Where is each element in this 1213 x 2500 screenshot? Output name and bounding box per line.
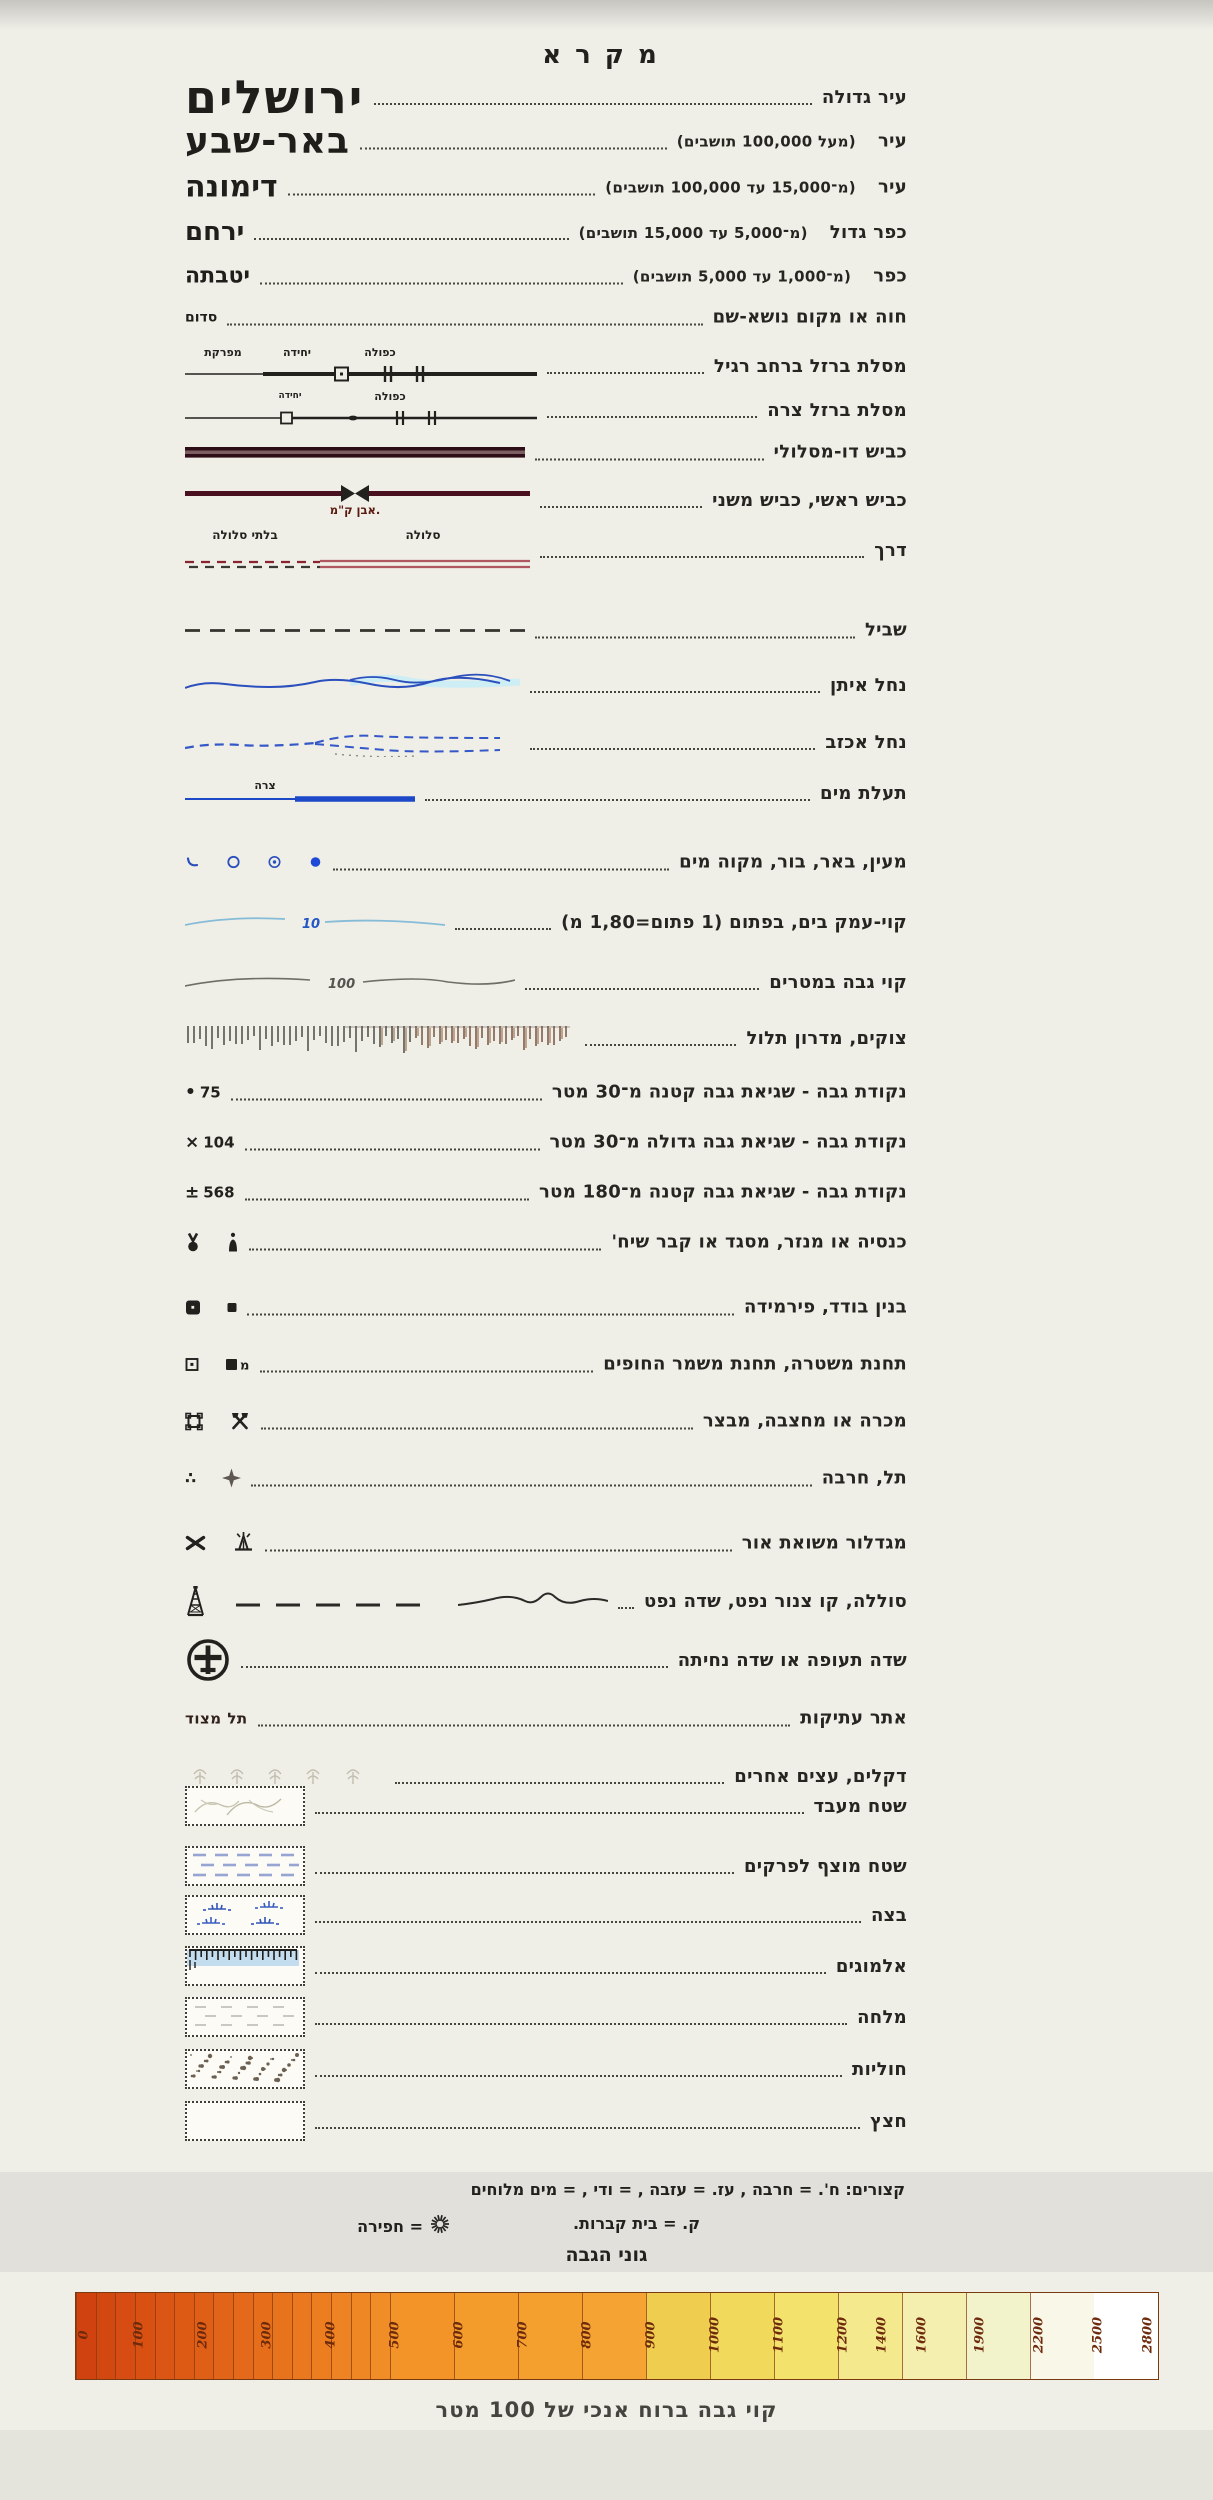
- waterhole-icon: [308, 855, 323, 870]
- dotted-leader: [315, 1872, 734, 1874]
- legend-row: [185, 1895, 907, 1935]
- legend-row: [185, 1946, 907, 1986]
- row-qualifier: (מ־5,000 עד 15,000 תושבים): [578, 223, 808, 242]
- legend-row: [185, 1532, 907, 1555]
- elevation-band: [370, 2293, 390, 2379]
- row-label: נקודת גבה - שגיאת גבה גדולה מ־30 מטר: [549, 1131, 907, 1153]
- row-label: דרך: [874, 539, 907, 561]
- excavation-abbreviation: = חפירה: [357, 2214, 450, 2238]
- symbol-spot: [185, 1132, 235, 1152]
- example-place-name: באר-שבע: [185, 120, 351, 162]
- beacon-icon: [185, 1535, 206, 1552]
- legend-row: [185, 170, 907, 205]
- legend-row: [185, 1468, 907, 1489]
- cemetery-abbreviation: ק. = בית קברות.: [572, 2214, 700, 2233]
- legend-row: [185, 727, 907, 757]
- mine-icon: [229, 1412, 251, 1431]
- legend-row: [185, 1786, 907, 1826]
- elevation-tick-label: 1200: [835, 2316, 851, 2354]
- symbol-icons: [185, 1357, 250, 1372]
- coast-guard-icon: [225, 1357, 250, 1372]
- legend-row: [185, 1297, 907, 1318]
- pattern-box-dunes: [185, 2049, 305, 2089]
- elevation-tick-label: 600: [451, 2321, 467, 2349]
- row-qualifier: (מעל 100,000 תושבים): [676, 132, 856, 151]
- tell-icon: [222, 1469, 241, 1488]
- pattern-box-coral: [185, 1946, 305, 1986]
- legend-row: [185, 778, 907, 808]
- legend-row: [185, 217, 907, 247]
- symbol-pattern-cultivated: [185, 1786, 305, 1826]
- elevation-band: [1030, 2293, 1094, 2379]
- dotted-leader: [315, 2075, 842, 2077]
- dotted-leader: [547, 372, 704, 374]
- spot-height-symbol: × 104: [185, 1132, 235, 1152]
- row-qualifier: (מ־15,000 עד 100,000 תושבים): [605, 178, 856, 197]
- row-label: מכרה או מחצבה, מבצר: [702, 1410, 907, 1432]
- svg-text:סלולה: סלולה: [405, 528, 441, 542]
- legend-row: [185, 2049, 907, 2089]
- spring-crescent-icon: [185, 855, 200, 870]
- sunburst-icon: [430, 2214, 450, 2238]
- dotted-leader: [618, 1607, 634, 1609]
- symbol-depth-contour: [185, 911, 445, 933]
- elevation-band: [835, 2293, 902, 2379]
- scan-shading-top: [0, 0, 1213, 30]
- elevation-band: [387, 2293, 454, 2379]
- dotted-leader: [261, 1427, 693, 1429]
- abbreviations-line1: קצורים: ח'. = חרבה , עז. = עזבה , = ודי , = מים מלוחים: [470, 2180, 905, 2199]
- elevation-band: [902, 2293, 966, 2379]
- dotted-leader: [315, 1812, 804, 1814]
- symbol-example: [185, 121, 350, 162]
- dotted-leader: [260, 282, 623, 284]
- row-label: עיר גדולה: [821, 86, 907, 108]
- legend-row: [185, 1082, 907, 1103]
- abbreviations-line2: [285, 2214, 905, 2240]
- legend-row: [185, 70, 907, 124]
- symbol-icons: [185, 1532, 255, 1555]
- pattern-box-gravel: [185, 2101, 305, 2141]
- dotted-leader: [374, 103, 812, 105]
- row-label: חוה או מקום נושא-שם: [712, 306, 907, 328]
- symbol-example: [185, 309, 217, 325]
- row-label: מסלת ברזל ברחב רגיל: [713, 355, 907, 377]
- elevation-band: [1094, 2293, 1158, 2379]
- elevation-tick-label: 1100: [771, 2316, 787, 2354]
- dotted-leader: [247, 1313, 734, 1315]
- symbol-antiquities: [185, 1709, 248, 1727]
- symbol-example: [185, 264, 250, 289]
- svg-text:כפולה: כפולה: [374, 390, 406, 403]
- symbol-icons: [185, 1299, 237, 1315]
- row-label: בנין בודד, פירמידה: [744, 1296, 907, 1318]
- dotted-leader: [530, 691, 820, 693]
- elevation-tick-label: 500: [387, 2321, 403, 2349]
- elevation-band: [174, 2293, 194, 2379]
- example-place-name: ירושלים: [185, 70, 365, 124]
- dotted-leader: [315, 1921, 861, 1923]
- example-place-name: ירחם: [185, 217, 245, 247]
- dotted-leader: [245, 1198, 529, 1200]
- dotted-leader: [265, 1549, 732, 1551]
- symbol-water-points: [185, 855, 323, 870]
- cistern-icon: [267, 855, 282, 870]
- elevation-band: [272, 2293, 292, 2379]
- elevation-band: [292, 2293, 312, 2379]
- row-label: שטח מוצף לפרקים: [743, 1855, 907, 1877]
- elevation-band: [233, 2293, 253, 2379]
- elevation-tick-label: 900: [643, 2321, 659, 2349]
- svg-text:בלתי סלולה: בלתי סלולה: [212, 528, 278, 542]
- church-icon: [185, 1232, 201, 1253]
- elevation-band: [351, 2293, 371, 2379]
- legend-row: [185, 1232, 907, 1253]
- dotted-leader: [525, 988, 759, 990]
- elevation-tick-label: 1600: [914, 2316, 930, 2354]
- elevation-band: [707, 2293, 774, 2379]
- row-label: מלחה: [857, 2006, 907, 2028]
- spot-height-symbol: ± 568: [185, 1182, 235, 1202]
- symbol-pattern-dunes: [185, 2049, 305, 2089]
- row-label: כפר גדול(מ־5,000 עד 15,000 תושבים): [578, 221, 907, 243]
- dotted-leader: [315, 1972, 826, 1974]
- row-label: בצה: [871, 1904, 907, 1926]
- row-label: קוי-עמק בים, בפתום (1 פתום=1,80 מ): [561, 911, 907, 933]
- elevation-band: [213, 2293, 233, 2379]
- symbol-icons: [185, 1232, 239, 1253]
- symbol-icons: [185, 1412, 251, 1431]
- row-label: מגדלור משואת אור: [741, 1532, 907, 1554]
- elevation-tick-label: 100: [131, 2321, 147, 2349]
- dotted-leader: [535, 458, 764, 460]
- legend-row: [185, 1132, 907, 1153]
- row-label: תל, חרבה: [821, 1467, 907, 1489]
- dotted-leader: [530, 748, 815, 750]
- page-title: מקרא: [542, 40, 671, 70]
- svg-text:יחידה: יחידה: [278, 391, 302, 401]
- row-label: כביש ראשי, כביש משני: [712, 489, 907, 511]
- legend-row: [185, 121, 907, 162]
- symbol-example: [185, 170, 278, 205]
- elevation-tick-label: 200: [195, 2321, 211, 2349]
- symbol-stream-intermittent: [185, 727, 520, 757]
- legend-row: [185, 1585, 907, 1617]
- elevation-band: [96, 2293, 116, 2379]
- symbol-track: [185, 526, 530, 574]
- legend-row: [185, 388, 907, 432]
- example-place-name: סדום: [185, 309, 218, 325]
- dotted-leader: [260, 1370, 593, 1372]
- dotted-leader: [585, 1044, 736, 1046]
- elevation-band: [155, 2293, 175, 2379]
- symbol-icons: [185, 1469, 241, 1488]
- svg-text:מ: מ: [240, 1358, 250, 1372]
- symbol-icons: [185, 1637, 231, 1683]
- symbol-stream-perennial: [185, 670, 520, 700]
- dotted-leader: [540, 506, 702, 508]
- dotted-leader: [227, 323, 702, 325]
- elevation-band: [331, 2293, 351, 2379]
- spot-height-symbol: • 75: [185, 1082, 221, 1102]
- example-place-name: דימונה: [185, 169, 278, 205]
- row-label: נקודת גבה - שגיאת גבה קטנה מ־30 מטר: [551, 1081, 907, 1103]
- dotted-leader: [395, 1782, 724, 1784]
- symbol-pattern-gravel: [185, 2101, 305, 2141]
- symbol-elev-contour: [185, 971, 515, 993]
- elevation-band: [643, 2293, 710, 2379]
- elevation-tick-label: 700: [515, 2321, 531, 2349]
- legend-row: [185, 442, 907, 463]
- dotted-leader: [315, 2023, 847, 2025]
- dotted-leader: [254, 238, 568, 240]
- elevation-tick-label: 400: [323, 2321, 339, 2349]
- elevation-band: [515, 2293, 582, 2379]
- ruin-icon: ∴: [185, 1468, 197, 1487]
- legend-row: [185, 344, 907, 388]
- dotted-leader: [245, 1148, 540, 1150]
- elevation-tick-label: 1000: [707, 2316, 723, 2354]
- legend-row: [185, 1637, 907, 1683]
- dotted-leader: [231, 1098, 542, 1100]
- contour-interval-caption: קוי גבה ברוח אנכי של 100 מטר: [435, 2398, 778, 2422]
- elevation-tint-bar: [75, 2292, 1159, 2380]
- legend-row: [185, 483, 907, 517]
- row-label: עיר(מעל 100,000 תושבים): [676, 130, 907, 152]
- elevation-tick-label: 1400: [874, 2316, 890, 2354]
- dotted-leader: [315, 2127, 860, 2129]
- dotted-leader: [535, 636, 855, 638]
- legend-row: [185, 1182, 907, 1203]
- symbol-pattern-flooded: [185, 1846, 305, 1886]
- svg-text:100: 100: [328, 977, 356, 992]
- legend-row: [185, 1708, 907, 1729]
- dotted-leader: [241, 1666, 668, 1668]
- symbol-trail: [185, 625, 525, 635]
- legend-row: [185, 620, 907, 641]
- elevation-band: [311, 2293, 331, 2379]
- row-label: אתר עתיקות: [800, 1707, 907, 1729]
- row-label: שדה תעופה או שדה נחיתה: [677, 1649, 907, 1671]
- symbol-pipeline: [185, 1585, 608, 1617]
- dotted-leader: [455, 928, 551, 930]
- symbol-road-main: [185, 483, 530, 517]
- oil-derrick-icon: [185, 1586, 206, 1617]
- elevation-band: [579, 2293, 646, 2379]
- elevation-band: [76, 2293, 96, 2379]
- row-label: מסלת ברזל צרה: [767, 399, 907, 421]
- well-icon: [226, 855, 241, 870]
- svg-text:יחידה: יחידה: [282, 346, 312, 359]
- pattern-box-flooded: [185, 1846, 305, 1886]
- dotted-leader: [288, 193, 596, 195]
- dotted-leader: [333, 868, 669, 870]
- row-label: תעלת מים: [820, 782, 907, 804]
- row-label: שביל: [864, 619, 907, 641]
- elevation-tints-heading: גוני הגבה: [565, 2244, 648, 2266]
- elevation-band: [771, 2293, 838, 2379]
- row-label: שטח מעבד: [813, 1795, 907, 1817]
- elevation-tick-label: 800: [579, 2321, 595, 2349]
- pattern-box-salt: [185, 1997, 305, 2037]
- row-label: חוליות: [851, 2058, 907, 2080]
- legend-row: [185, 1022, 907, 1054]
- pattern-box-swamp: [185, 1895, 305, 1935]
- legend-row: [185, 1354, 907, 1375]
- dotted-leader: [249, 1248, 601, 1250]
- legend-row: [185, 1997, 907, 2037]
- elevation-tick-label: 1900: [972, 2316, 988, 2354]
- symbol-spot: [185, 1082, 221, 1102]
- lighthouse-icon: [232, 1532, 255, 1555]
- row-label: אלמוגים: [835, 1955, 907, 1977]
- elevation-band: [966, 2293, 1030, 2379]
- legend-row: [185, 670, 907, 700]
- elevation-band: [115, 2293, 135, 2379]
- elevation-band: [451, 2293, 518, 2379]
- symbol-pattern-salt: [185, 1997, 305, 2037]
- svg-text:10: 10: [302, 917, 321, 932]
- scan-shading-bottom: [0, 2430, 1213, 2500]
- svg-text:מפרקת: מפרקת: [204, 346, 242, 359]
- elevation-tick-label: 2500: [1090, 2316, 1106, 2354]
- svg-text:כפולה: כפולה: [364, 346, 396, 359]
- dotted-leader: [547, 416, 757, 418]
- elevation-band: [194, 2293, 214, 2379]
- example-antiquities-name: תל מצוד: [185, 1709, 248, 1727]
- airfield-icon: [185, 1637, 231, 1683]
- legend-row: [185, 1411, 907, 1432]
- row-label: מעין, באר, בור, מקוה מים: [679, 851, 907, 873]
- symbol-example: [185, 70, 364, 124]
- row-label: צוקים, מדרון תלול: [746, 1027, 907, 1049]
- symbol-canal: [185, 778, 415, 808]
- tomb-icon: [227, 1232, 239, 1253]
- elevation-tick-label: 0: [76, 2330, 92, 2340]
- row-label: סוללה, קו צנור נפט, שדה נפט: [643, 1590, 907, 1612]
- legend-row: [185, 526, 907, 574]
- row-label: נחל אכזב: [825, 731, 907, 753]
- row-label: כביש דו-מסלולי: [773, 441, 907, 463]
- legend-row: [185, 971, 907, 993]
- pyramid-icon: [227, 1302, 237, 1312]
- row-label: דקלים, עצים אחרים: [734, 1765, 907, 1787]
- building-icon: [185, 1299, 201, 1315]
- legend-row: [185, 264, 907, 289]
- symbol-spot: [185, 1182, 235, 1202]
- symbol-cliffs: [185, 1022, 575, 1054]
- dotted-leader: [258, 1724, 791, 1726]
- svg-text:אבן ק"מ.: אבן ק"מ.: [329, 503, 381, 517]
- dotted-leader: [360, 147, 667, 149]
- pattern-box-cultivated: [185, 1786, 305, 1826]
- elevation-tick-label: 300: [259, 2321, 275, 2349]
- symbol-example: [185, 217, 244, 247]
- row-label: תחנת משטרה, תחנת משמר החופים: [603, 1353, 907, 1375]
- elevation-band: [253, 2293, 273, 2379]
- elevation-tick-label: 2800: [1140, 2316, 1156, 2354]
- row-label: עיר(מ־15,000 עד 100,000 תושבים): [605, 176, 907, 198]
- example-place-name: יטבתה: [185, 263, 250, 289]
- row-qualifier: (מ־1,000 עד 5,000 תושבים): [632, 267, 852, 286]
- legend-row: [185, 307, 907, 328]
- police-station-icon: [185, 1357, 199, 1371]
- svg-text:צרה: צרה: [254, 779, 276, 792]
- legend-row: [185, 1846, 907, 1886]
- symbol-road-dual: [185, 445, 525, 459]
- elevation-tick-label: 2200: [1031, 2316, 1047, 2354]
- row-label: נחל איתן: [830, 674, 907, 696]
- legend-row: [185, 911, 907, 933]
- fortress-icon: [185, 1412, 203, 1430]
- symbol-pattern-coral: [185, 1946, 305, 1986]
- symbol-pattern-swamp: [185, 1895, 305, 1935]
- row-label: חצץ: [870, 2110, 907, 2132]
- dotted-leader: [251, 1484, 812, 1486]
- elevation-band: [135, 2293, 155, 2379]
- row-label: קוי גבה במטרים: [769, 971, 907, 993]
- row-label: כנסיה או מנזר, מסגד או קבר שיח': [611, 1231, 907, 1253]
- row-label: כפר(מ־1,000 עד 5,000 תושבים): [632, 265, 907, 287]
- dotted-leader: [540, 556, 864, 558]
- dotted-leader: [425, 799, 810, 801]
- legend-row: [185, 2101, 907, 2141]
- symbol-railway-standard: [185, 344, 537, 388]
- row-label: נקודת גבה - שגיאת גבה קטנה מ־180 מטר: [539, 1181, 907, 1203]
- legend-row: [185, 852, 907, 873]
- symbol-railway-narrow: [185, 388, 537, 432]
